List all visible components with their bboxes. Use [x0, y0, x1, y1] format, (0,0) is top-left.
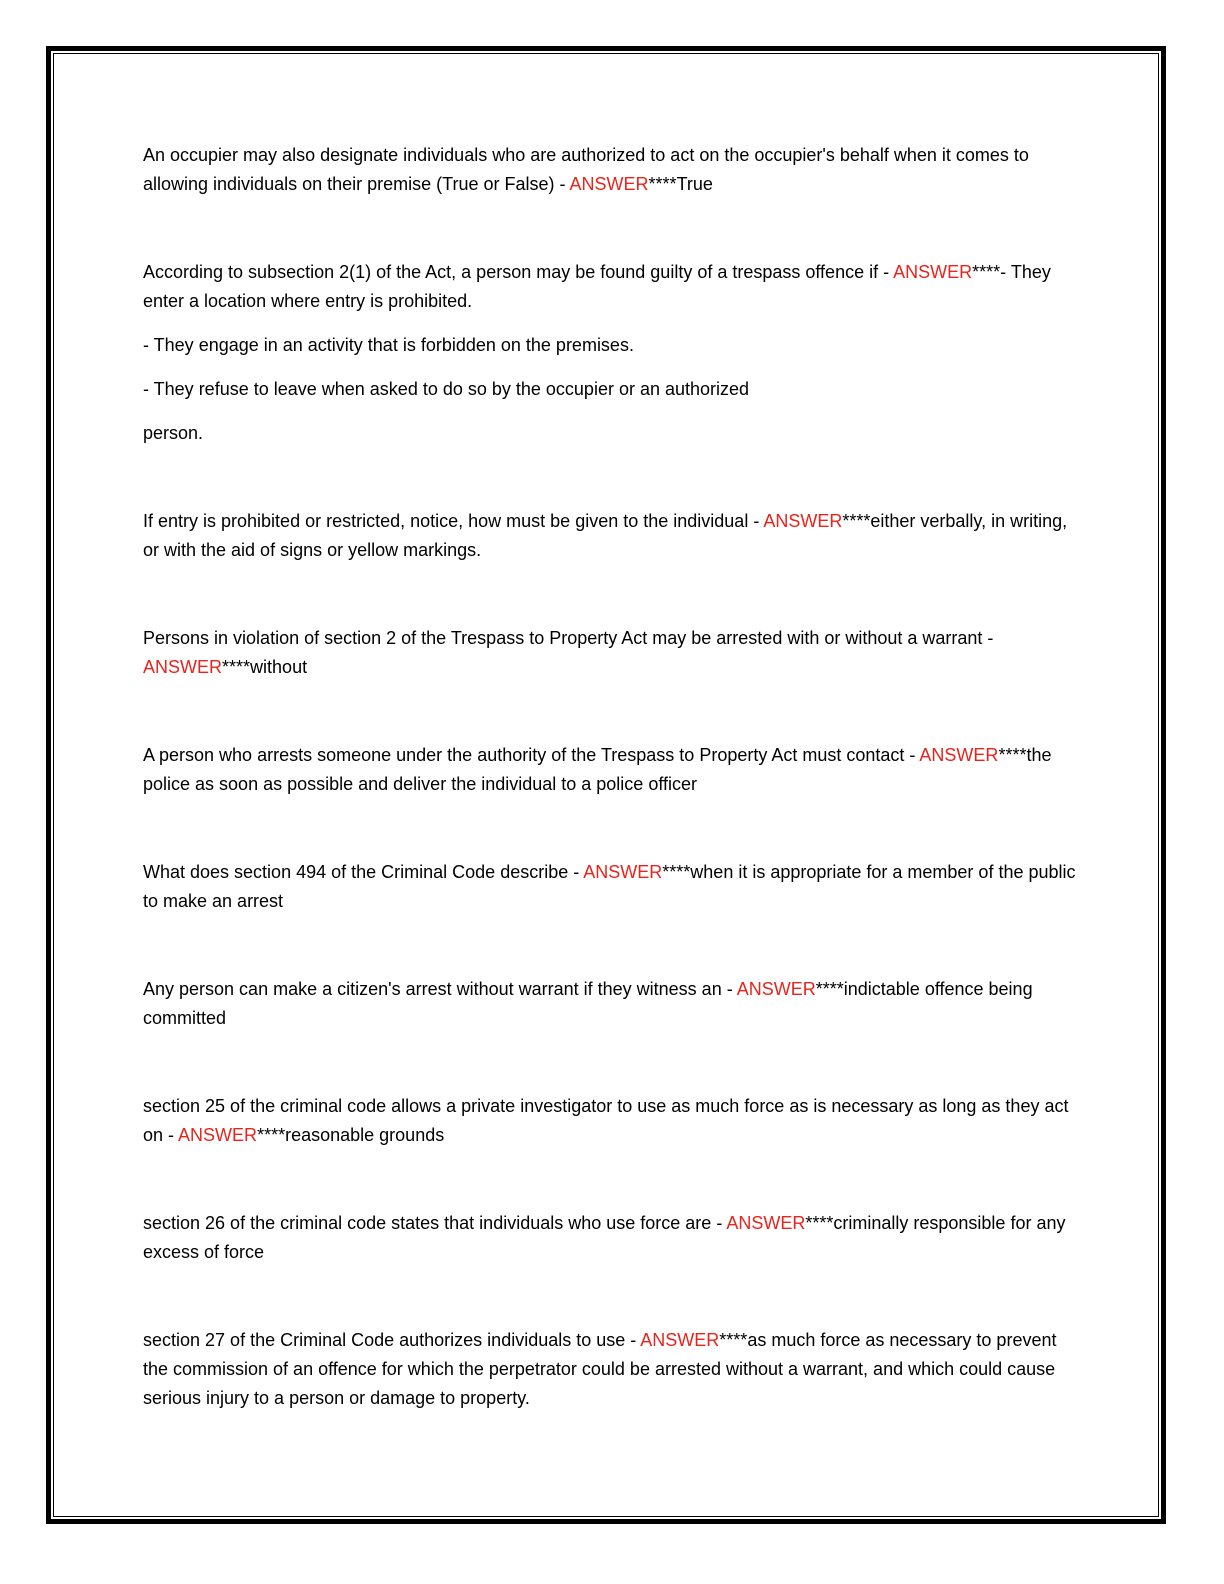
question-text: If entry is prohibited or restricted, notice, how must be given to the individual — [143, 511, 749, 531]
question-text: According to subsection 2(1) of the Act, a person may be found guilty of a trespass offence if — [143, 262, 879, 282]
qa-paragraph — [143, 1326, 1078, 1413]
qa-item — [143, 507, 1078, 565]
answer-separator: - — [982, 628, 994, 648]
answer-text: criminally responsible for any excess of force — [143, 1213, 1066, 1262]
answer-marker: **** — [842, 511, 871, 531]
answer-separator: - — [554, 174, 570, 194]
answer-text: as much force as necessary to prevent the commission of an offence for which the perpetrator could be arrested without a warrant, and which could cause serious injury to a person or damage to property. — [143, 1330, 1057, 1408]
answer-marker: **** — [805, 1213, 834, 1233]
question-text: section 25 of the criminal code allows a private investigator to use as much force as is necessary as long as they act on — [143, 1096, 1069, 1145]
answer-label: ANSWER — [736, 979, 816, 999]
qa-list — [143, 141, 1078, 1413]
answer-marker: **** — [648, 174, 677, 194]
answer-text: the police as soon as possible and deliver the individual to a police officer — [143, 745, 1052, 794]
answer-text: indictable offence being committed — [143, 979, 1033, 1028]
answer-separator: - — [163, 1125, 179, 1145]
answer-continuation: - They refuse to leave when asked to do so by the occupier or an authorized — [143, 379, 750, 399]
answer-label: ANSWER — [583, 862, 663, 882]
qa-paragraph — [143, 624, 1078, 682]
answer-label: ANSWER — [893, 262, 973, 282]
answer-marker: **** — [972, 262, 1001, 282]
qa-item — [143, 1092, 1078, 1150]
answer-separator: - — [625, 1330, 641, 1350]
question-text: What does section 494 of the Criminal Code describe — [143, 862, 569, 882]
answer-continuation: - They engage in an activity that is forbidden on the premises. — [143, 335, 634, 355]
qa-paragraph — [143, 507, 1078, 565]
qa-item — [143, 858, 1078, 916]
qa-item — [143, 141, 1078, 199]
answer-marker: **** — [998, 745, 1027, 765]
qa-item — [143, 1209, 1078, 1267]
answer-separator: - — [748, 511, 764, 531]
answer-separator: - — [904, 745, 920, 765]
qa-item — [143, 975, 1078, 1033]
question-text: An occupier may also designate individuals who are authorized to act on the occupier's behalf when it comes to allowing individuals on their premise (True or False) — [143, 145, 1029, 194]
answer-separator: - — [711, 1213, 727, 1233]
answer-marker: **** — [662, 862, 691, 882]
answer-label: ANSWER — [919, 745, 999, 765]
qa-paragraph — [143, 975, 1078, 1033]
qa-paragraph — [143, 141, 1078, 199]
answer-separator: - — [568, 862, 584, 882]
qa-item — [143, 741, 1078, 799]
answer-separator: - — [878, 262, 894, 282]
answer-text: - They enter a location where entry is prohibited. — [143, 262, 1051, 311]
answer-label: ANSWER — [726, 1213, 806, 1233]
answer-label: ANSWER — [569, 174, 649, 194]
qa-paragraph — [143, 741, 1078, 799]
qa-paragraph — [143, 1092, 1078, 1150]
answer-separator: - — [721, 979, 737, 999]
qa-paragraph — [143, 1209, 1078, 1267]
answer-text: when it is appropriate for a member of the public to make an arrest — [143, 862, 1076, 911]
answer-label: ANSWER — [178, 1125, 258, 1145]
answer-marker: **** — [815, 979, 844, 999]
answer-text: without — [250, 657, 308, 677]
answer-text: True — [676, 174, 713, 194]
qa-paragraph — [143, 258, 1078, 316]
question-text: section 26 of the criminal code states that individuals who use force are — [143, 1213, 712, 1233]
answer-text: either verbally, in writing, or with the aid of signs or yellow markings. — [143, 511, 1068, 560]
question-text: A person who arrests someone under the authority of the Trespass to Property Act must contact — [143, 745, 905, 765]
answer-text: reasonable grounds — [285, 1125, 445, 1145]
question-text: Persons in violation of section 2 of the Trespass to Property Act may be arrested with or without a warrant — [143, 628, 983, 648]
answer-marker: **** — [222, 657, 251, 677]
answer-label: ANSWER — [143, 657, 223, 677]
qa-item — [143, 1326, 1078, 1413]
qa-paragraph — [143, 858, 1078, 916]
qa-item — [143, 624, 1078, 682]
question-text: section 27 of the Criminal Code authorizes individuals to use — [143, 1330, 626, 1350]
question-text: Any person can make a citizen's arrest without warrant if they witness an — [143, 979, 722, 999]
answer-label: ANSWER — [763, 511, 843, 531]
answer-continuation: person. — [143, 423, 204, 443]
answer-marker: **** — [257, 1125, 286, 1145]
answer-label: ANSWER — [640, 1330, 720, 1350]
answer-marker: **** — [719, 1330, 748, 1350]
qa-item — [143, 258, 1078, 448]
